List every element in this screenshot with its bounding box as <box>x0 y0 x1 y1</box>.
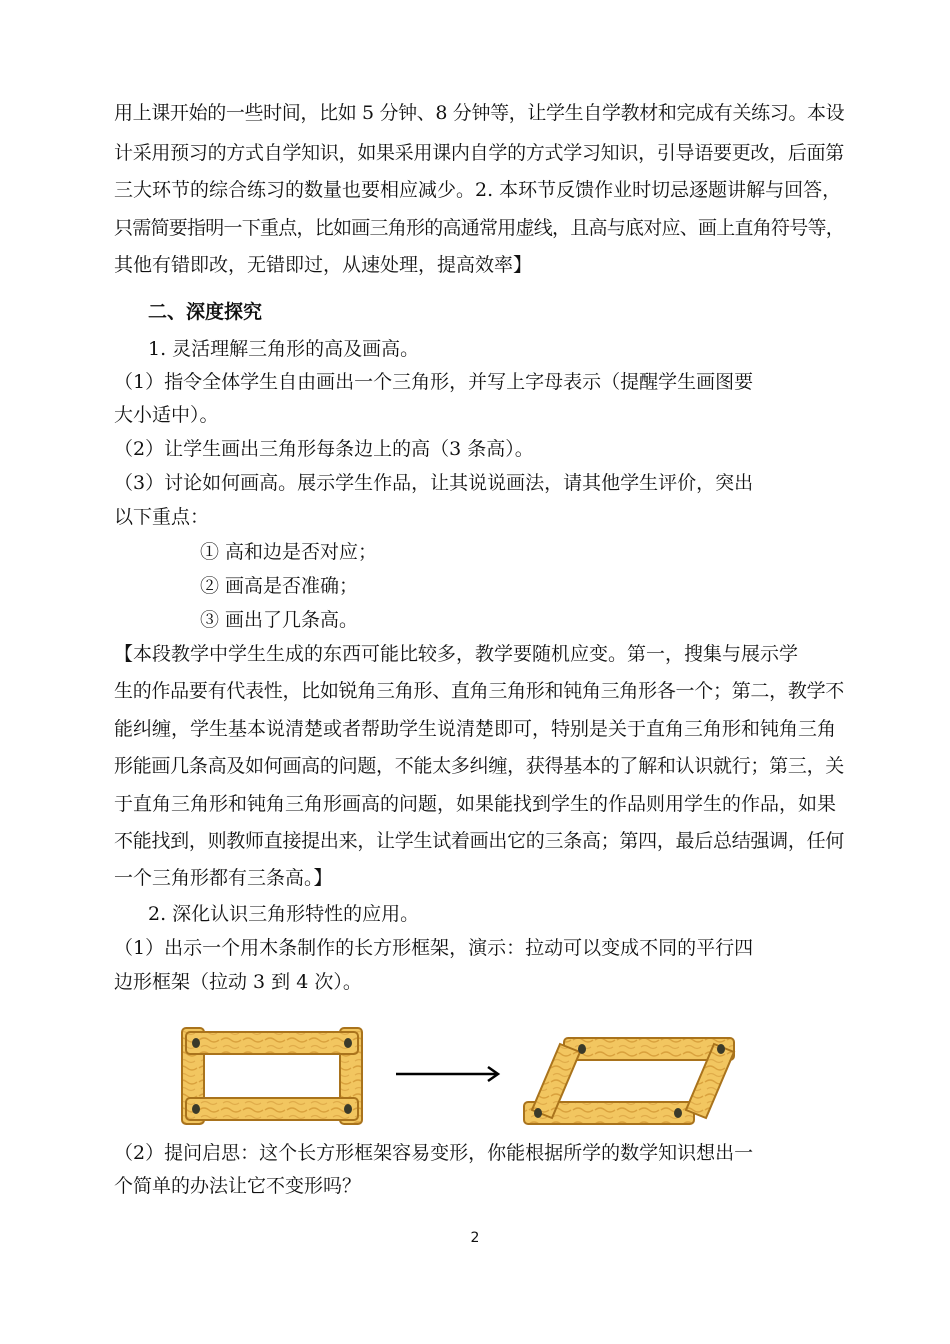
intro-line: 计采用预习的方式自学知识，如果采用课内自学的方式学习知识，引导语要更改，后面第 <box>114 142 845 164</box>
rect-frame-bottom-bar <box>186 1098 358 1120</box>
nail-icon <box>674 1108 682 1118</box>
intro-line: 其他有错即改，无错即过，从速处理，提高效率】 <box>114 254 533 276</box>
step-line: 边形框架（拉动 3 到 4 次）。 <box>114 971 362 993</box>
rectangle-frame <box>182 1028 362 1124</box>
note-line: 一个三角形都有三条高。】 <box>114 867 333 889</box>
key-point: ① 高和边是否对应； <box>200 541 378 563</box>
step-line: （3）讨论如何画高。展示学生作品，让其说说画法，请其他学生评价，突出 <box>114 472 754 494</box>
note-line: 形能画几条高及如何画高的问题，不能太多纠缠，获得基本的了解和认识就行；第三，关 <box>114 755 845 777</box>
step-line: （1）出示一个用木条制作的长方形框架，演示：拉动可以变成不同的平行四 <box>114 937 754 959</box>
key-point: ② 画高是否准确； <box>200 575 359 597</box>
step-line: 大小适中）。 <box>114 404 219 426</box>
note-line: 能纠缠，学生基本说清楚或者帮助学生说清楚即可，特别是关于直角三角形和钝角三角 <box>114 718 837 740</box>
frame-deformation-figure <box>176 1022 756 1132</box>
intro-line: 只需简要指明一下重点，比如画三角形的高通常用虚线，且高与底对应、画上直角符号等， <box>114 217 845 239</box>
note-line: 不能找到，则教师直接提出来，让学生试着画出它的三条高；第四，最后总结强调，任何 <box>114 830 845 852</box>
step-line: （2）让学生画出三角形每条边上的高（3 条高）。 <box>114 438 534 460</box>
section-heading: 二、深度探究 <box>148 301 263 323</box>
intro-line: 用上课开始的一些时间，比如 5 分钟、8 分钟等，让学生自学教材和完成有关练习。本设 <box>114 102 845 124</box>
intro-line: 三大环节的综合练习的数量也要相应减少。2. 本环节反馈作业时切忌逐题讲解与回答， <box>114 179 842 201</box>
transform-arrow <box>396 1067 498 1081</box>
note-line: 【本段教学中学生生成的东西可能比较多，教学要随机应变。第一，搜集与展示学 <box>114 643 799 665</box>
step-line: （1）指令全体学生自由画出一个三角形，并写上字母表示（提醒学生画图要 <box>114 371 754 393</box>
note-line: 于直角三角形和钝角三角形画高的问题，如果能找到学生的作品则用学生的作品，如果 <box>114 793 837 815</box>
step-line: 以下重点： <box>114 506 210 528</box>
nail-icon <box>578 1044 586 1054</box>
nail-icon <box>192 1104 200 1114</box>
key-point: ③ 画出了几条高。 <box>200 609 359 631</box>
nail-icon <box>192 1038 200 1048</box>
page-number: 2 <box>470 1230 480 1246</box>
parallelogram-frame <box>524 1038 734 1124</box>
rect-frame-top-bar <box>186 1032 358 1054</box>
nail-icon <box>344 1104 352 1114</box>
item-title: 2. 深化认识三角形特性的应用。 <box>148 903 420 925</box>
item-title: 1. 灵活理解三角形的高及画高。 <box>148 338 420 360</box>
step-line: 个简单的办法让它不变形吗？ <box>114 1175 362 1197</box>
nail-icon <box>344 1038 352 1048</box>
step-line: （2）提问启思：这个长方形框架容易变形，你能根据所学的数学知识想出一 <box>114 1142 754 1164</box>
nail-icon <box>534 1108 542 1118</box>
note-line: 生的作品要有代表性，比如锐角三角形、直角三角形和钝角三角形各一个；第二，教学不 <box>114 680 845 702</box>
nail-icon <box>717 1044 725 1054</box>
